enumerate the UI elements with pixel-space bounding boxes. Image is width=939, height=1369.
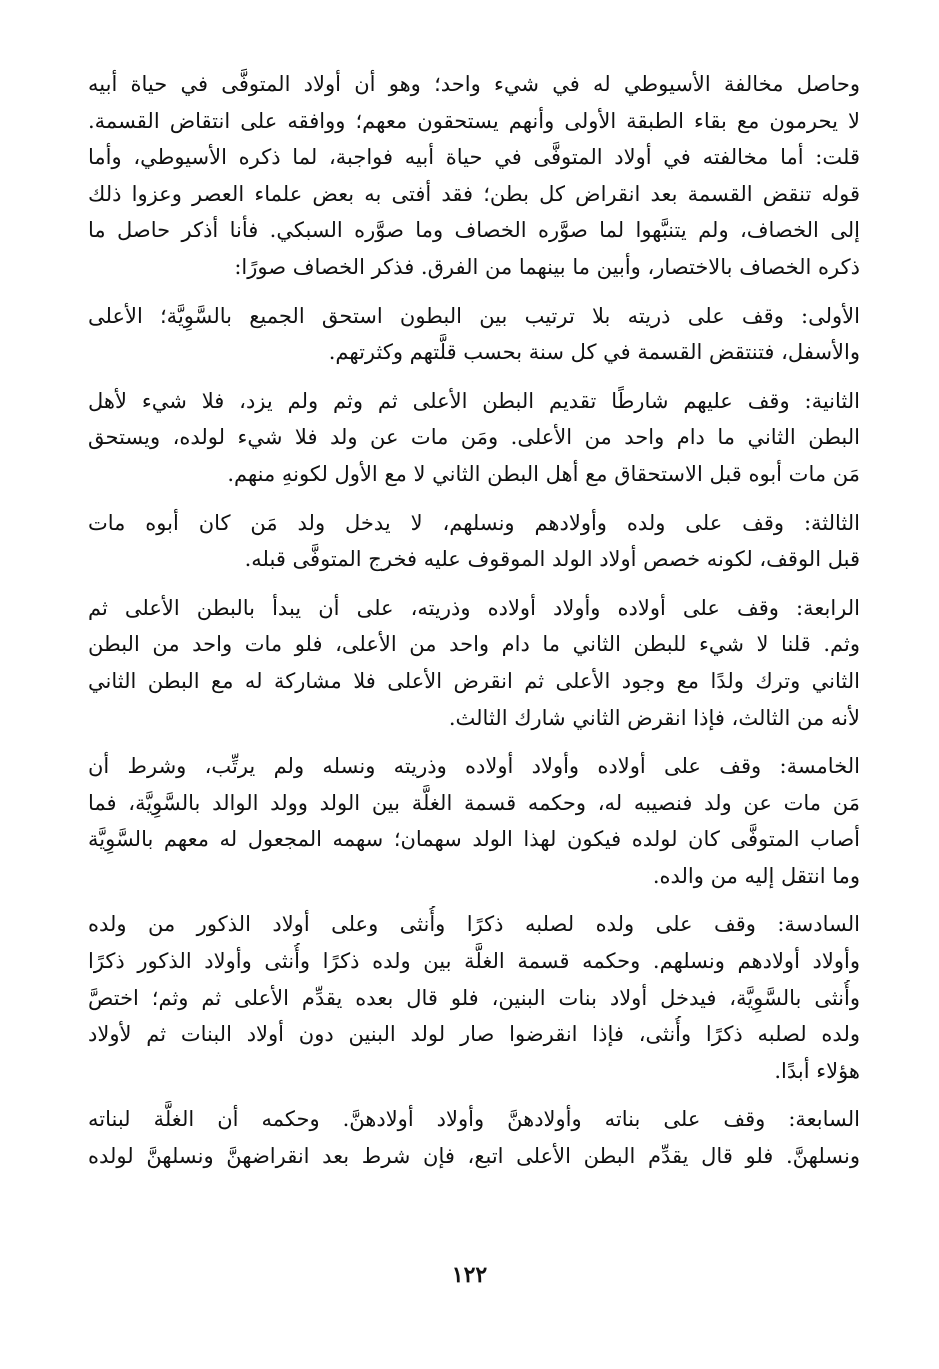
text-line: الثانية: وقف عليهم شارطًا تقديم البطن الأعلى ثم وثم ولم يزد، فلا شيء لأهل xyxy=(88,388,860,413)
text-line: أصاب المتوفَّى كان لولده فيكون لهذا الولد سهمان؛ سهمه المجعول له معهم بالسَّوِيَّة xyxy=(88,827,860,852)
paragraph-first-case xyxy=(88,298,860,371)
text-line: الخامسة: وقف على أولاده وأولاد أولاده وذريته ونسله ولم يرتِّب، وشرط أن xyxy=(88,754,860,779)
text-line: الثالثة: وقف على ولده وأولادهم ونسلهم، لا يدخل ولد مَن كان أبوه مات xyxy=(88,510,860,535)
text-line: إلى الخصاف، ولم يتنبَّهوا لما صوَّره الخصاف وما صوَّره السبكي. فأنا أذكر حاصل ما xyxy=(88,218,860,243)
text-line: الثاني وترك ولدًا مع وجود الأعلى ثم انقرض الأعلى فلا مشاركة له مع البطن الثاني xyxy=(88,668,860,693)
page-number: ١٢٢ xyxy=(451,1262,488,1288)
paragraph-seventh-case xyxy=(88,1101,860,1174)
text-line: قبل الوقف، لكونه خصص أولاد الولد الموقوف عليه فخرج المتوفَّى قبله. xyxy=(244,547,860,572)
text-line: لأنه من الثالث، فإذا انقرض الثاني شارك الثالث. xyxy=(448,705,860,730)
text-line: الأولى: وقف على ذريته بلا ترتيب بين البطون استحق الجميع بالسَّوِيَّة؛ الأعلى xyxy=(88,303,860,328)
paragraph-fourth-case xyxy=(88,590,860,736)
text-line: مَن مات أبوه قبل الاستحقاق مع أهل البطن الثاني لا مع الأول لكونهِ منهم. xyxy=(227,461,860,486)
paragraph-second-case xyxy=(88,383,860,493)
text-line: السادسة: وقف على ولده لصلبه ذكرًا وأُنثى وعلى أولاد الذكور من ولده xyxy=(88,912,860,937)
paragraph-third-case xyxy=(88,505,860,578)
text-line: لا يحرمون مع بقاء الطبقة الأولى وأنهم يستحقون معهم؛ ووافقه على انتقاض القسمة. xyxy=(88,108,860,133)
text-line: مَن مات عن ولد فنصيبه له، وحكمه قسمة الغلَّة بين الولد وولد الوالد بالسَّوِيَّة، فما xyxy=(88,790,860,815)
text-line: وحاصل مخالفة الأسيوطي له في شيء واحد؛ وهو أن أولاد المتوفَّى في حياة أبيه xyxy=(88,72,860,96)
text-line: وثم. قلنا لا شيء للبطن الثاني ما دام واحد من الأعلى، فلو مات واحد من البطن xyxy=(88,632,860,657)
text-line: قوله تنقض القسمة بعد انقراض كل بطن؛ فقد أفتى به بعض علماء العصر وعزوا ذلك xyxy=(88,181,860,206)
paragraph-sixth-case xyxy=(88,906,860,1089)
text-line: هؤلاء أبدًا. xyxy=(774,1058,860,1083)
text-line: وما انتقل إليه من والده. xyxy=(652,863,860,888)
text-line: ولده لصلبه ذكرًا وأُنثى، فإذا انقرضوا صار لولد البنين دون أولاد البنات ثم لأولاد xyxy=(88,1022,860,1047)
text-line: الرابعة: وقف على أولاده وأولاد أولاده وذريته، على أن يبدأ بالبطن الأعلى ثم xyxy=(88,595,860,620)
text-line: وأُنثى بالسَّوِيَّة، فيدخل أولاد بنات البنين، فلو قال بعده يقدِّم الأعلى ثم وثم؛ اختصَّ xyxy=(88,985,860,1010)
text-line: ونسلهنَّ. فلو قال يقدِّم البطن الأعلى اتبع، فإن شرط بعد انقراضهنَّ ونسلهنَّ لولده xyxy=(88,1144,860,1169)
document-page xyxy=(88,66,860,1187)
paragraph-fifth-case xyxy=(88,748,860,894)
text-line: البطن الثاني ما دام واحد من الأعلى. ومَن مات عن ولد فلا شيء لولده، ويستحق xyxy=(88,425,860,450)
paragraph-intro xyxy=(88,66,860,286)
text-line: والأسفل، فتنتقض القسمة في كل سنة بحسب قلَّتهم وكثرتهم. xyxy=(328,340,860,365)
text-line: وأولاد أولادهم ونسلهم. وحكمه قسمة الغلَّة بين ولده ذكرًا وأُنثى وأولاد الذكور ذكرًا xyxy=(88,949,860,974)
text-line: قلت: أما مخالفته في أولاد المتوفَّى في حياة أبيه فواجبة، لما ذكره الأسيوطي، وأما xyxy=(88,145,860,170)
text-line: السابعة: وقف على بناته وأولادهنَّ وأولاد أولادهنَّ. وحكمه أن الغلَّة لبناته xyxy=(88,1107,860,1132)
text-line: ذكره الخصاف بالاختصار، وأبين ما بينهما من الفرق. فذكر الخصاف صورًا: xyxy=(234,254,860,279)
